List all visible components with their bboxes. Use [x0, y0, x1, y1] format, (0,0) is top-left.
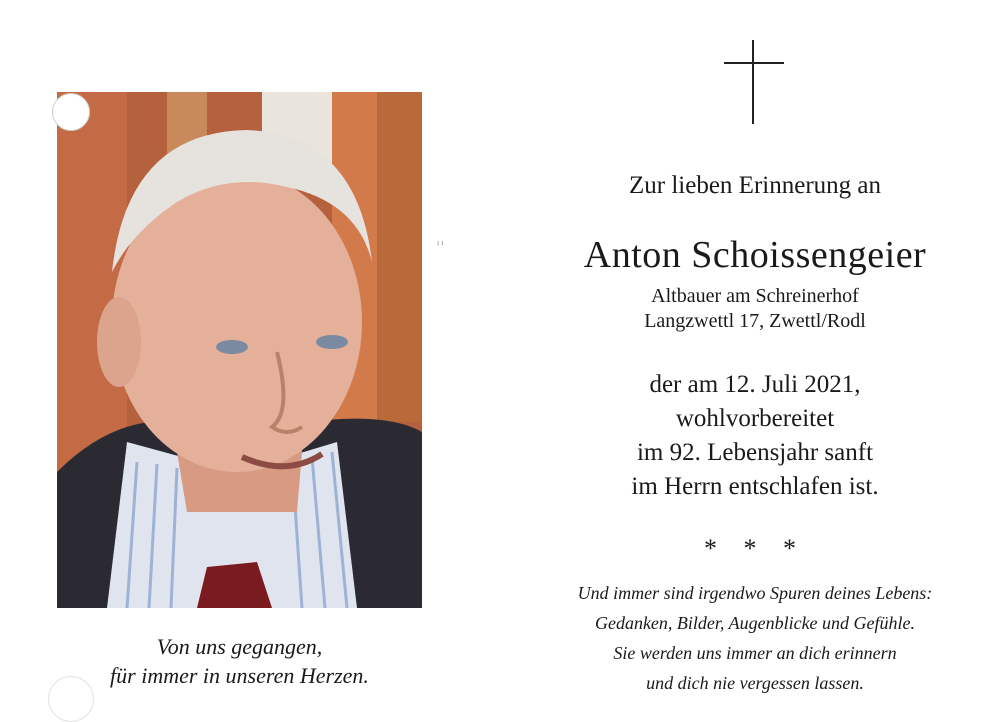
death-line: der am 12. Juli 2021,	[649, 371, 861, 398]
cross-icon	[724, 40, 784, 124]
verse-line: und dich nie vergessen lassen.	[646, 673, 864, 693]
intro-text: Zur lieben Erinnerung an	[629, 172, 881, 199]
punch-hole	[52, 93, 90, 131]
death-line: im 92. Lebensjahr sanft	[636, 439, 874, 466]
verse-line: Gedanken, Bilder, Augenblicke und Gefühle.	[594, 613, 916, 633]
caption-line: Von uns gegangen,	[156, 634, 323, 659]
photo-caption	[57, 632, 422, 690]
address-text: Langzwettl 17, Zwettl/Rodl	[644, 310, 866, 332]
portrait-photo	[57, 92, 422, 608]
caption-line: für immer in unseren Herzen.	[110, 663, 369, 688]
death-line: im Herrn entschlafen ist.	[631, 473, 879, 500]
memorial-verse	[540, 578, 970, 698]
death-line: wohlvorbereitet	[675, 405, 835, 432]
occupation-text: Altbauer am Schreinerhof	[651, 285, 859, 307]
death-notice	[540, 368, 970, 504]
separator-stars: * * *	[704, 534, 806, 563]
scan-speck: ı ı	[437, 238, 444, 247]
verse-line: Sie werden uns immer an dich erinnern	[613, 643, 897, 663]
deceased-name: Anton Schoissengeier	[583, 234, 927, 276]
portrait-illustration	[57, 92, 422, 608]
verse-line: Und immer sind irgendwo Spuren deines Lebens:	[577, 583, 933, 603]
